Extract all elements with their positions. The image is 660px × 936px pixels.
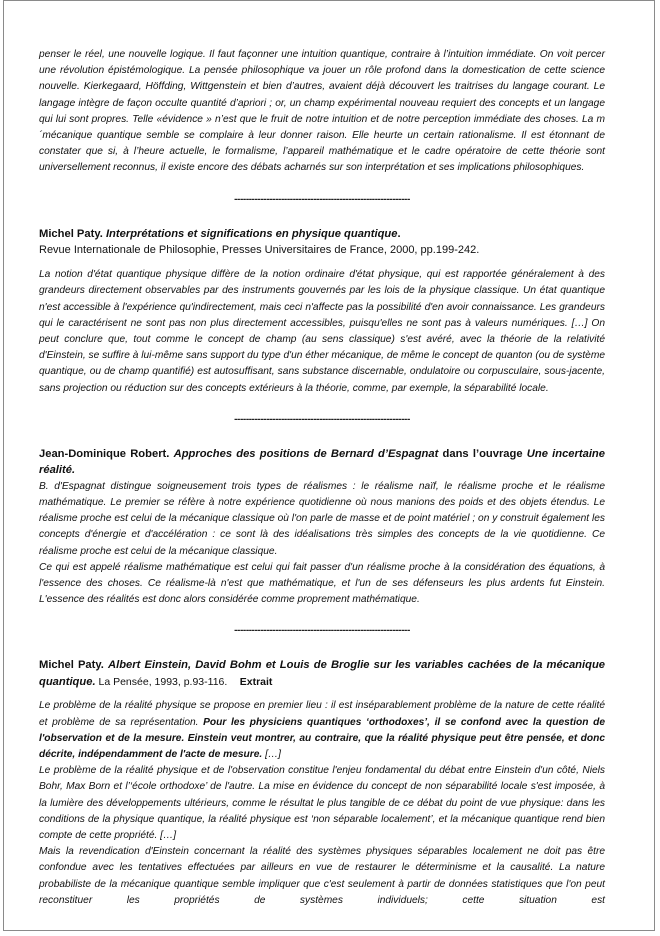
section3-book: Une incertaine réalité. xyxy=(39,447,605,477)
section3-paragraph-2: Ce qui est appelé réalisme mathématique est celui qui fait passer d'un réalisme proche à la considération des équations, à l'essence des choses. Ce réalisme-là n'est que mathématique, et l'un de ses défenseurs les plus ardents fut Einstein. L'essence des réalités est donc alors considérée comme proprement mathématique. xyxy=(39,561,605,606)
section3-middle: dans l’ouvrage xyxy=(438,447,527,460)
section2-title-end: . xyxy=(397,227,401,240)
section4-title: Albert Einstein, David Bohm et Louis de Broglie sur les variables cachées de la mécanique quantique. xyxy=(39,659,606,688)
section2-paragraph: La notion d'état quantique physique diffère de la notion ordinaire d'état physique, qui est rapportée généralement à des grandeurs directement observables par des instruments gouvernés par les lois de la physique classique. Un état quantique n'est accessible à l'expérience qu'indirectement, mais ceci n'affecte pas la possibilité d'en avoir connaissance. Les grandeurs qui le caractérisent ne sont pas non plus directement accessibles, puisqu'elles ne sont pas à valeurs numériques. […] On peut conclure que, tout comme le concept de champ (au sens classique) s'est avéré, avec la théorie de la relativité d'Einstein, se suffire à lui-même sans support du type d'un éther mécanique, de même le concept de quanton (ou de système quantique, ou de champ quantifié) est autosuffisant, sans substance discernable, ondulatoire ou corpusculaire, sous-jacente, sans projection ou réduction sur des concepts extérieurs à la théorie, comme, par exemple, la séparabilité locale. xyxy=(39,269,605,394)
document-page xyxy=(3,0,655,931)
section4-extract-label: Extrait xyxy=(239,675,273,688)
section4-p1-start: Le problème de la réalité physique se propose en premier lieu : il est inséparablement problème de la nature de cette réalité et problème de sa représentation. xyxy=(39,700,605,728)
page-content xyxy=(39,47,605,909)
section2-author: Michel Paty. xyxy=(39,227,103,240)
separator-3: ------------------------------------------------------------ xyxy=(234,625,410,637)
section4-publication: La Pensée, 1993, p.93-116. xyxy=(95,675,228,688)
section3-title: Approches des positions de Bernard d’Espagnat xyxy=(173,447,439,460)
section3-author: Jean-Dominique Robert. xyxy=(39,447,170,460)
section2-publication: Revue Internationale de Philosophie, Presses Universitaires de France, 2000, pp.199-242. xyxy=(39,244,480,257)
section4-reference xyxy=(39,657,605,690)
section4-paragraph-3: Mais la revendication d'Einstein concernant la réalité des systèmes physiques séparables localement ne doit pas être confondue avec les tentatives effectuées par ailleurs en vue de restaurer le déterminisme et la causalité. La nature probabiliste de la mécanique quantique semble impliquer que c'est seulement à partir de données statistiques que l'on peut reconstituer les propriétés de systèmes individuels; cette situation est xyxy=(39,846,605,906)
section1-paragraph: penser le réel, une nouvelle logique. Il faut façonner une intuition quantique, contraire à l’intuition immédiate. On voit percer une révolution épistémologique. La pensée philosophique va jouer un rôle profond dans la domestication de cette science nouvelle. Kierkegaard, Höffding, Wittgenstein et bien d’autres, avaient déjà découvert les traitrises du langage courant. Le langage intègre de façon occulte quantité d’apriori ; or, un champ expérimental nouveau requiert des concepts et un langage qui lui sont propres. Telle «évidence » n’est que le fruit de notre intuition et de notre perception immédiate des choses. La m´mécanique quantique semble se complaire à leur donner raison. Elle heurte un certain rationalisme. Il est étonnant de constater que si, à l’heure actuelle, le formalisme, l’appareil mathématique et le cadre opératoire de cette théorie sont universellement reconnus, il existe encore des débats acharnés sur son interprétation et ses implications philosophiques. xyxy=(39,49,605,174)
section4-author: Michel Paty. xyxy=(39,659,104,672)
section3-paragraph-1: B. d'Espagnat distingue soigneusement trois types de réalismes : le réalisme naïf, le réalisme proche et le réalisme mathématique. Le premier se réfère à notre expérience quotidienne où nous manions des poids et des objets étendus. Le réalisme proche est celui de la mécanique classique où l'on parle de masse et de point matériel ; on y construit également les concepts d'énergie et d'accélération : ce sont là des idéalisations très simples des concepts de la vie quotidienne. Ce réalisme proche est celui de la mécanique classique. xyxy=(39,480,605,557)
section4-p1-bold: Pour les physiciens quantiques ‘orthodoxes’, il se confond avec la question de l'observation et de la mesure. Einstein veut montrer, au contraire, que la réalité physique peut être pensée, et donc décrite, indépendamment de l'acte de mesure. xyxy=(39,716,605,760)
section4-paragraph-2: Le problème de la réalité physique et de l'observation constitue l'enjeu fondamental du débat entre Einstein d'un côté, Niels Bohr, Max Born et l’‘école orthodoxe’ de l'autre. La mise en évidence du concept de non séparabilité locale s'est imposée, à la lumière des développements ultérieurs, comme le résultat le plus tangible de ce débat du point de vue physique: dans les conditions de la physique quantique, la réalité physique est ‘non séparable localement’, et la mécanique quantique rend bien compte de cette propriété. […] xyxy=(39,765,605,841)
section2-reference xyxy=(39,226,605,243)
section4-paragraph-1 xyxy=(39,698,605,763)
section2-title: Interprétations et significations en physique quantique xyxy=(105,227,398,240)
section4-p1-end: […] xyxy=(262,748,281,760)
separator-2: ------------------------------------------------------------ xyxy=(234,413,410,425)
separator-1: ------------------------------------------------------------ xyxy=(234,193,410,205)
section3-reference xyxy=(39,446,605,479)
